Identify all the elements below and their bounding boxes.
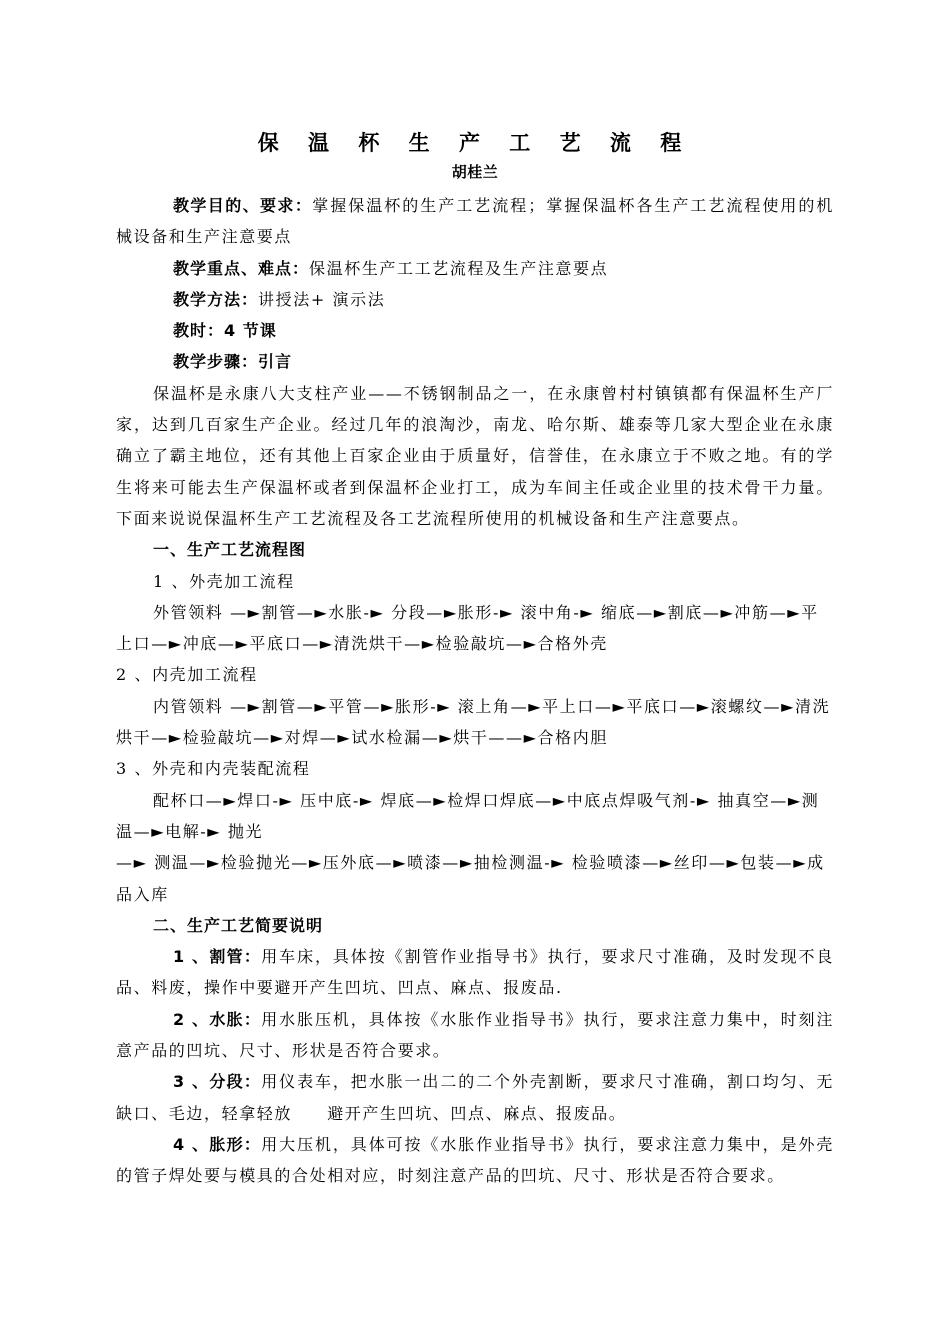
teaching-hours [116, 315, 834, 346]
teaching-goal [116, 190, 834, 253]
process-item-label: 4 、胀形： [173, 1134, 262, 1154]
outer-shell-title: 1 、外壳加工流程 [153, 571, 295, 591]
process-item-label: 3 、分段： [173, 1072, 262, 1092]
process-item-text: 用车床，具体按《割管作业指导书》执行，要求尺寸准确，及时发现不良品、料废，操作中要避开产生凹坑、凹点、麻点、报废品. [116, 947, 834, 998]
process-item-label: 1 、割管： [173, 947, 262, 967]
assembly-flow-a: 配杯口—►焊口-► 压中底-► 焊底—►检焊口焊底—►中底点焊吸气剂-► 抽真空—►测温—►电解-► 抛光 [116, 790, 820, 841]
teaching-hours-label: 教时：4 节课 [173, 321, 277, 341]
inner-shell-flow: 内管领料 —►割管—►平管—►胀形-► 滚上角—►平上口—►平底口—►滚螺纹—►清洗烘干—►检验敲坑—►对焊—►试水检漏—►烘干——►合格内胆 [116, 696, 831, 748]
teaching-steps-text: 引言 [258, 352, 293, 372]
process-item [116, 1066, 834, 1129]
process-item-text: 用水胀压机，具体按《水胀作业指导书》执行，要求注意力集中，时刻注意产品的凹坑、尺寸、形状是否符合要求。 [116, 1009, 834, 1061]
process-item [116, 941, 834, 1004]
teaching-method [116, 284, 834, 315]
document-title: 保 温 杯 生 产 工 艺 流 程 [257, 131, 693, 155]
teaching-focus-text: 保温杯生产工工艺流程及生产注意要点 [309, 258, 609, 278]
teaching-goal-text: 掌握保温杯的生产工艺流程；掌握保温杯各生产工艺流程使用的机械设备和生产注意要点 [116, 196, 834, 247]
section2-heading: 二、生产工艺简要说明 [153, 915, 324, 935]
teaching-goal-label: 教学目的、要求： [173, 196, 313, 215]
assembly-title: 3 、外壳和内壳装配流程 [116, 759, 311, 779]
teaching-focus [116, 253, 834, 284]
section1-heading: 一、生产工艺流程图 [153, 540, 307, 560]
assembly-flow-b: —► 测温—►检验抛光—►压外底—►喷漆—►抽检测温-► 检验喷漆—►丝印—►包装—►成品入库 [116, 853, 825, 904]
process-item-text: 用仪表车，把水胀一出二的二个外壳割断，要求尺寸准确，割口均匀、无缺口、毛边，轻拿轻放 避开产生凹坑、凹点、麻点、报废品。 [116, 1072, 834, 1123]
process-item [116, 1004, 834, 1067]
process-item [116, 1129, 834, 1192]
intro-paragraph: 保温杯是永康八大支柱产业——不锈钢制品之一，在永康曾村村镇镇都有保温杯生产厂家，达到几百家生产企业。经过几年的浪淘沙，南龙、哈尔斯、雄泰等几家大型企业在永康确立了霸主地位，还有其他上百家企业由于质量好，信誉佳，在永康立于不败之地。有的学生将来可能去生产保温杯或者到保温杯企业打工，成为车间主任或企业里的技术骨干力量。下面来说说保温杯生产工艺流程及各工艺流程所使用的机械设备和生产注意要点。 [116, 383, 834, 528]
teaching-method-text: 讲授法+ 演示法 [258, 289, 386, 309]
outer-shell-flow: 外管领料 —►割管—►水胀-► 分段—►胀形-► 滚中角-► 缩底—►割底—►冲筋—►平上口—►冲底—►平底口—►清洗烘干—►检验敲坑—►合格外壳 [116, 602, 819, 654]
teaching-steps-label: 教学步骤： [173, 352, 259, 372]
teaching-method-label: 教学方法： [173, 289, 259, 309]
teaching-focus-label: 教学重点、难点： [173, 258, 310, 278]
inner-shell-title: 2 、内壳加工流程 [116, 665, 258, 685]
process-item-label: 2 、水胀： [173, 1009, 262, 1029]
process-item-text: 用大压机，具体可按《水胀作业指导书》执行，要求注意力集中，是外壳的管子焊处要与模具的合处相对应，时刻注意产品的凹坑、尺寸、形状是否符合要求。 [116, 1134, 834, 1186]
teaching-steps [116, 346, 834, 377]
author-name: 胡桂兰 [451, 163, 499, 181]
